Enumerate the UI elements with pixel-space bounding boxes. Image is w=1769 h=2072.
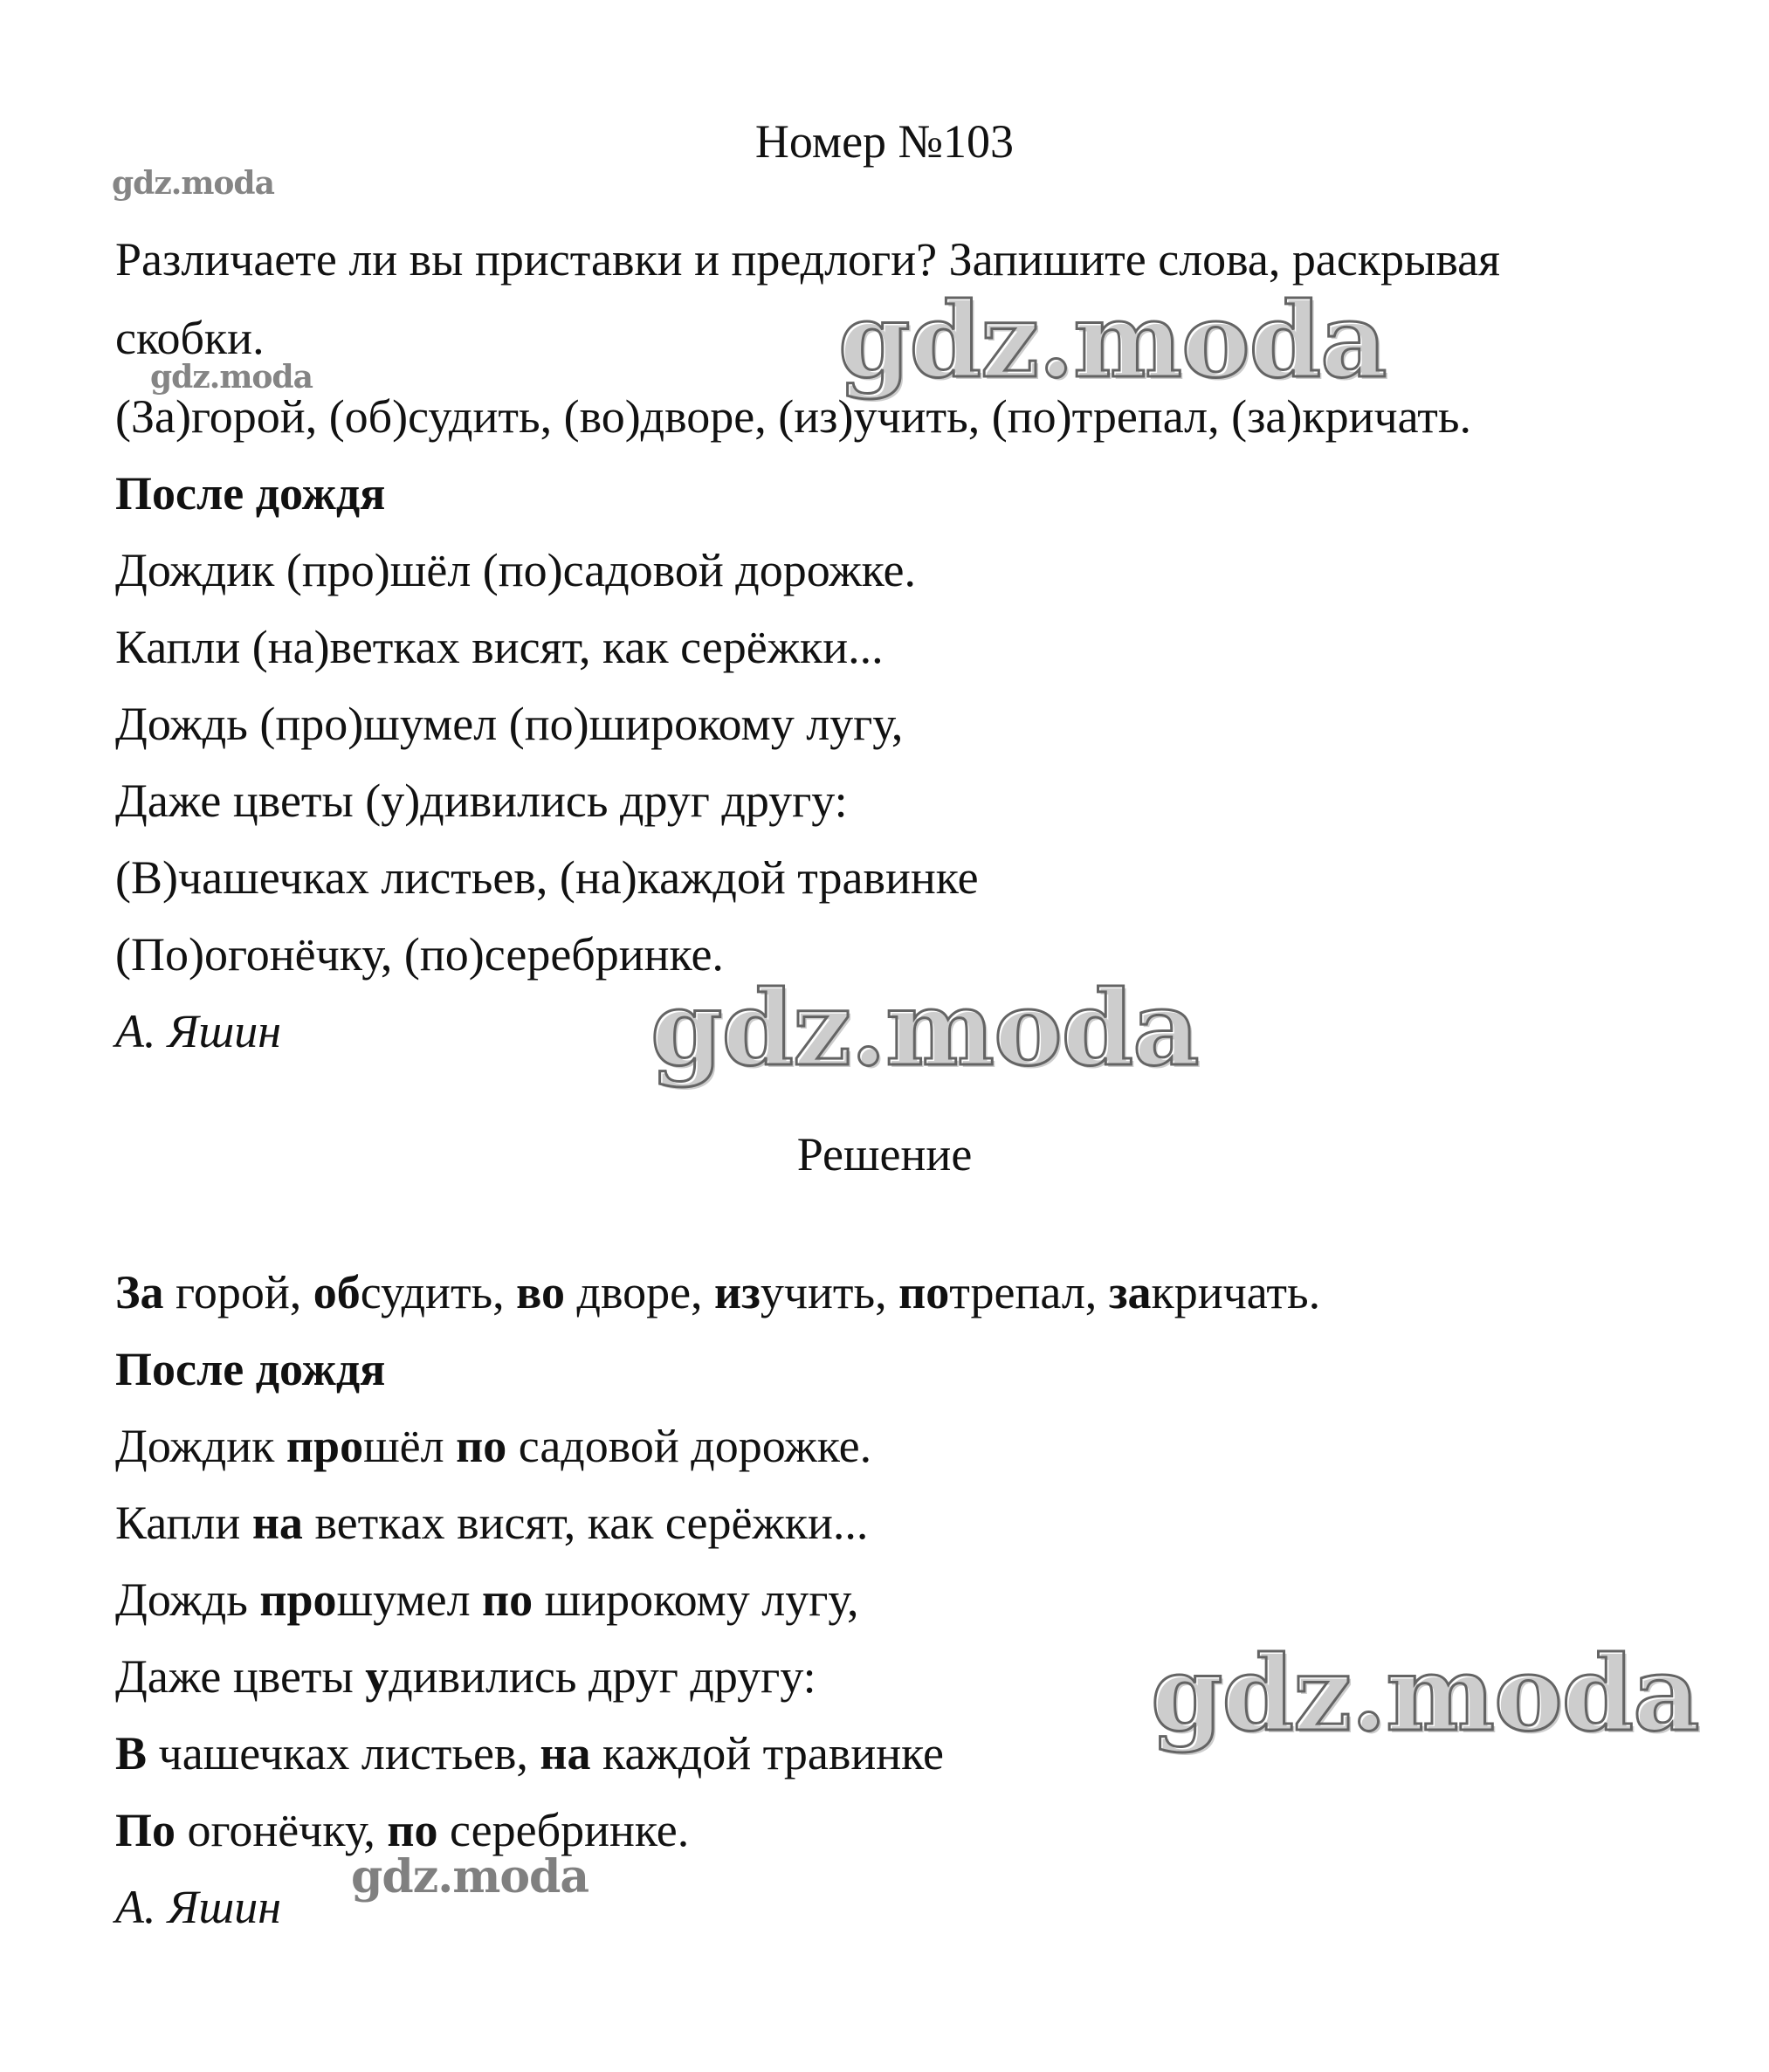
plain-text: дивились друг другу: (389, 1650, 816, 1703)
plain-text: шумел (336, 1573, 483, 1626)
plain-text: Дождь (115, 1573, 260, 1626)
plain-text: трепал, (949, 1266, 1109, 1318)
plain-text: учить, (760, 1266, 899, 1318)
poem-line: (В)чашечках листьев, (на)каждой травинке (115, 851, 979, 904)
highlighted-prefix: про (259, 1573, 337, 1626)
plain-text: каждой травинке (590, 1727, 944, 1779)
plain-text: чашечках листьев, (147, 1727, 540, 1779)
highlighted-prefix: За (115, 1266, 164, 1318)
highlighted-prefix: по (898, 1266, 950, 1318)
highlighted-prefix: про (286, 1420, 364, 1472)
plain-text: широкому лугу, (533, 1573, 859, 1626)
solution-poem-line (115, 1649, 816, 1704)
highlighted-prefix: по (456, 1420, 507, 1472)
plain-text: Капли (115, 1497, 252, 1549)
solution-poem-line (115, 1418, 871, 1474)
watermark-large: gdz.moda (1151, 1633, 1699, 1754)
highlighted-prefix: за (1108, 1266, 1152, 1318)
highlighted-prefix: По (115, 1804, 176, 1856)
plain-text: горой, (163, 1266, 313, 1318)
page-title: Номер №103 (754, 115, 1015, 168)
task-text-line-1: Различаете ли вы приставки и предлоги? Запишите слова, раскрывая (115, 233, 1500, 286)
plain-text: огонёчку, (176, 1804, 388, 1856)
solution-poem-line (115, 1802, 689, 1858)
watermark-large: gdz.moda (838, 279, 1387, 401)
plain-text: кричать. (1151, 1266, 1321, 1318)
plain-text: Дождик (115, 1420, 286, 1472)
poem-line: Дождик (про)шёл (по)садовой дорожке. (115, 544, 917, 596)
plain-text: ветках висят, как серёжки... (302, 1497, 869, 1549)
poem-line: Капли (на)ветках висят, как серёжки... (115, 621, 884, 673)
solution-words-line (115, 1264, 1320, 1320)
solution-poem-line (115, 1495, 868, 1551)
plain-text: серебринке. (437, 1804, 690, 1856)
plain-text: шёл (363, 1420, 457, 1472)
plain-text: садовой дорожке. (506, 1420, 872, 1472)
plain-text: судить, (360, 1266, 517, 1318)
task-text-line-2: скобки. (115, 312, 265, 364)
watermark-small: gdz.moda (150, 359, 313, 396)
solution-poem-line (115, 1725, 944, 1781)
solution-poem-title: После дождя (115, 1343, 386, 1395)
highlighted-prefix: из (714, 1266, 761, 1318)
poem-author: А. Яшин (115, 1005, 282, 1057)
highlighted-prefix: об (313, 1266, 361, 1318)
solution-poem-author: А. Яшин (115, 1881, 282, 1933)
poem-line: (По)огонёчку, (по)серебринке. (115, 928, 724, 981)
poem-title: После дождя (115, 467, 386, 520)
highlighted-prefix: по (387, 1804, 438, 1856)
highlighted-prefix: на (540, 1727, 591, 1779)
plain-text: дворе, (564, 1266, 715, 1318)
watermark-large: gdz.moda (650, 967, 1199, 1089)
highlighted-prefix: на (251, 1497, 303, 1549)
poem-line: Дождь (про)шумел (по)широкому лугу, (115, 698, 904, 750)
watermark-small: gdz.moda (112, 165, 274, 202)
watermark-medium: gdz.moda (351, 1850, 589, 1903)
task-words-line: (За)горой, (об)судить, (во)дворе, (из)учить, (по)трепал, (за)кричать. (115, 390, 1471, 443)
plain-text: Даже цветы (115, 1650, 366, 1703)
highlighted-prefix: В (115, 1727, 148, 1779)
solution-heading: Решение (796, 1128, 973, 1181)
poem-line: Даже цветы (у)дивились друг другу: (115, 774, 848, 827)
highlighted-prefix: у (365, 1650, 389, 1703)
highlighted-prefix: по (482, 1573, 533, 1626)
solution-poem-line (115, 1572, 858, 1628)
highlighted-prefix: во (516, 1266, 565, 1318)
